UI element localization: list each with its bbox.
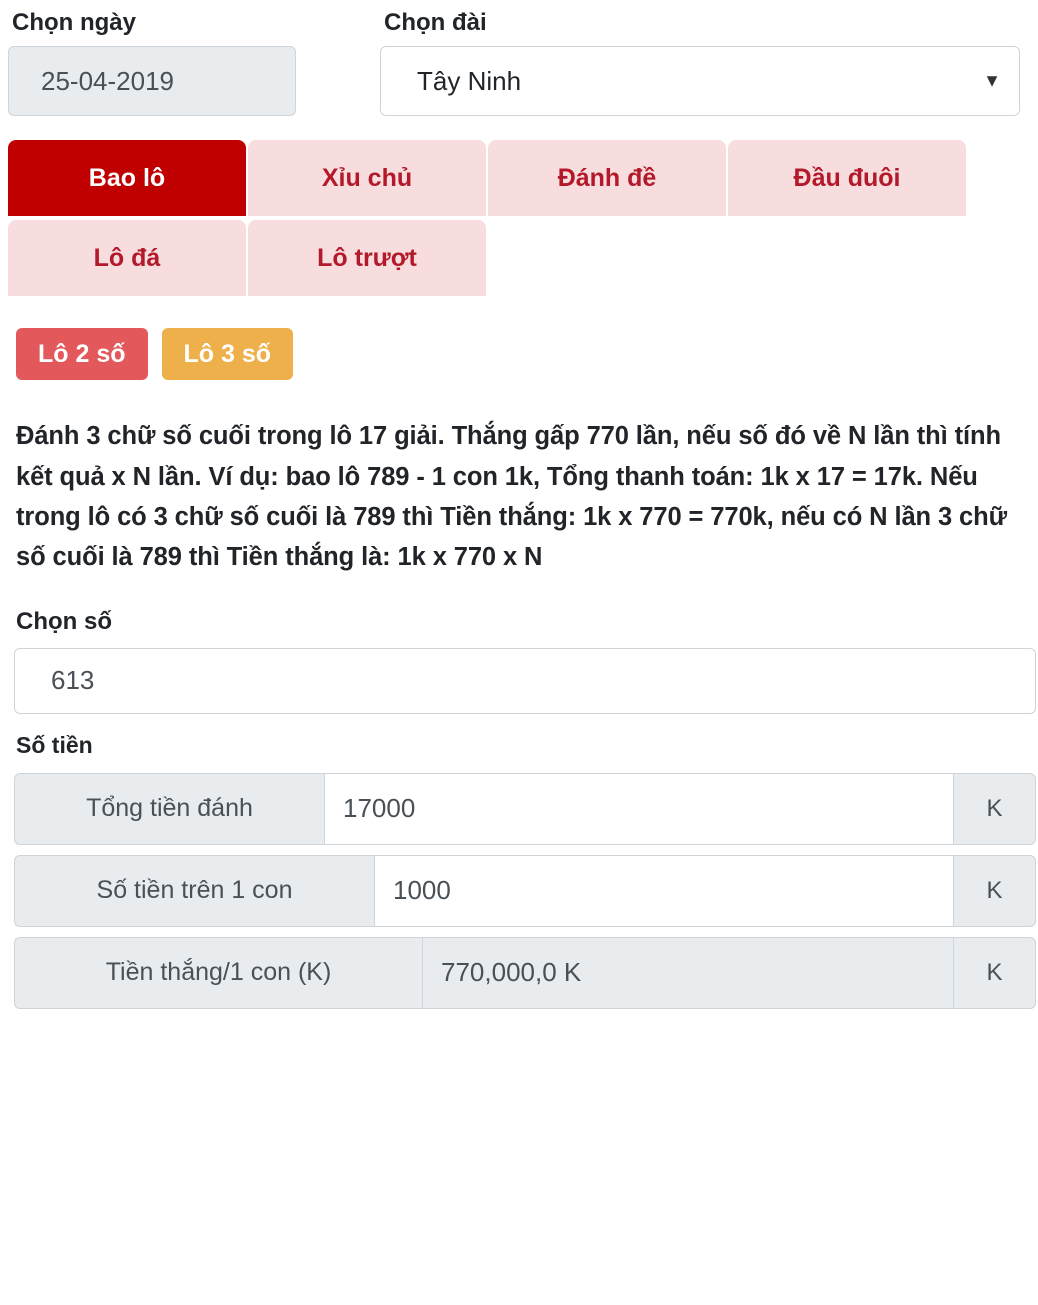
total-amount-row: [14, 773, 1036, 845]
lo-mode-tabs: [16, 328, 1030, 380]
tab-bao-lo[interactable]: Bao lô: [8, 140, 246, 216]
selectors-row: [8, 10, 1030, 116]
money-section-label: Số tiền: [16, 731, 93, 758]
rules-description: Đánh 3 chữ số cuối trong lô 17 giải. Thắng gấp 770 lần, nếu số đó về N lần thì tính kết quả x N lần. Ví dụ: bao lô 789 - 1 con 1k, Tổng thanh toán: 1k x 17 = 17k. Nếu trong lô có 3 chữ số cuối là 789 thì Tiền thắng: 1k x 770 = 770k, nếu có N lần 3 chữ số cuối là 789 thì Tiền thắng là: 1k x 770 x N: [16, 422, 1007, 572]
tab-lo-da[interactable]: Lô đá: [8, 220, 246, 296]
per-number-amount-input[interactable]: 1000: [374, 855, 954, 927]
station-select-value: Tây Ninh: [417, 65, 522, 96]
number-section-label: Chọn số: [16, 607, 112, 635]
tab-lo-truot[interactable]: Lô trượt: [248, 220, 486, 296]
total-amount-input[interactable]: 17000: [324, 773, 954, 845]
station-selector-group: [380, 10, 1030, 116]
total-amount-suffix: K: [954, 773, 1036, 845]
date-selector-group: [8, 10, 380, 116]
date-input[interactable]: 25-04-2019: [8, 46, 296, 116]
win-amount-row: [14, 937, 1036, 1009]
date-label: Chọn ngày: [12, 9, 136, 36]
tab-dau-duoi[interactable]: Đầu đuôi: [728, 140, 966, 216]
per-number-amount-caption: Số tiền trên 1 con: [14, 855, 374, 927]
win-amount-value: 770,000,0 K: [422, 937, 954, 1009]
win-amount-caption: Tiền thắng/1 con (K): [14, 937, 422, 1009]
chevron-down-icon: ▼: [983, 70, 1001, 91]
station-label: Chọn đài: [384, 9, 487, 36]
per-number-amount-row: [14, 855, 1036, 927]
win-amount-suffix: K: [954, 937, 1036, 1009]
bet-type-tabs: [8, 140, 988, 300]
tab-xiu-chu[interactable]: Xỉu chủ: [248, 140, 486, 216]
total-amount-caption: Tổng tiền đánh: [14, 773, 324, 845]
tab-danh-de[interactable]: Đánh đề: [488, 140, 726, 216]
pill-lo-3-so[interactable]: Lô 3 số: [162, 328, 294, 380]
station-select[interactable]: [380, 46, 1020, 116]
number-input[interactable]: 613: [14, 648, 1036, 714]
pill-lo-2-so[interactable]: Lô 2 số: [16, 328, 148, 380]
per-number-amount-suffix: K: [954, 855, 1036, 927]
